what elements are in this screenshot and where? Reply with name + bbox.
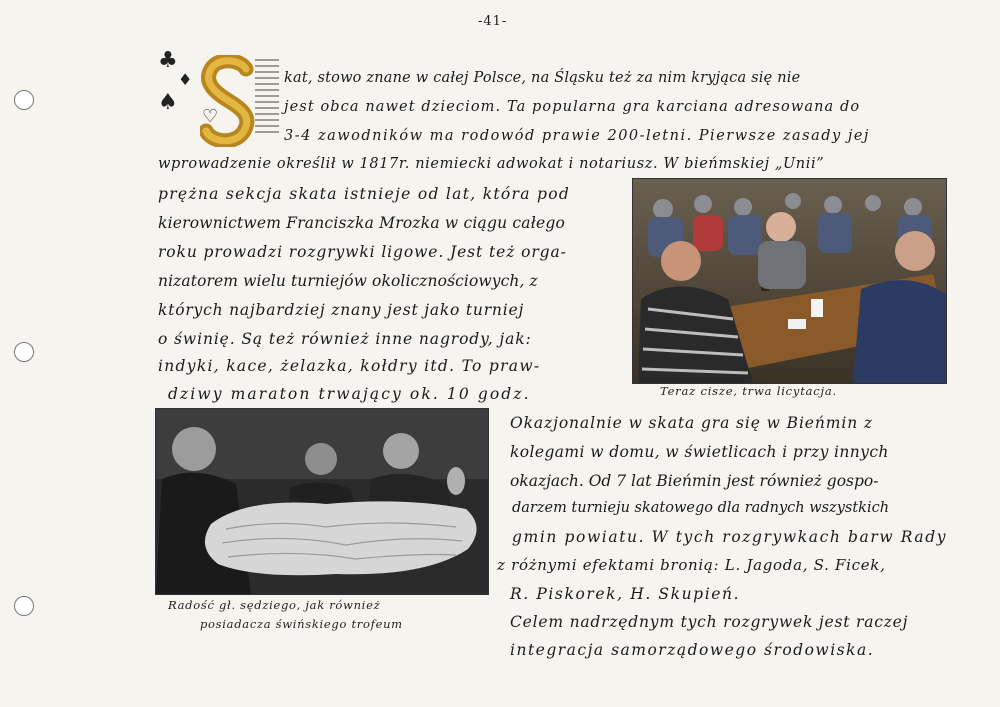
- text-line: nizatorem wielu turniejów okolicznościowych, z: [158, 272, 538, 290]
- text-line: darzem turnieju skatowego dla radnych wszystkich: [512, 500, 890, 516]
- photo2-caption-line2: posiadacza świńskiego trofeum: [200, 617, 403, 631]
- text-line: roku prowadzi rozgrywki ligowe. Jest też orga-: [158, 243, 567, 261]
- club-suit-icon: ♣: [158, 48, 178, 73]
- text-line: kat, stowo znane w całej Polsce, na Śląsku też za nim kryjąca się nie: [284, 70, 801, 86]
- photo-card-players: [632, 178, 947, 384]
- photo-pig-trophy: [155, 408, 489, 595]
- text-line: gmin powiatu. W tych rozgrywkach barw Rady: [512, 528, 948, 546]
- text-line: z różnymi efektami bronią: L. Jagoda, S. Ficek,: [497, 556, 886, 574]
- text-line: o świnię. Są też również inne nagrody, jak:: [158, 330, 532, 348]
- spade-suit-icon: ♠: [158, 90, 178, 115]
- text-line: 3-4 zawodników ma rodowód prawie 200-letni. Pierwsze zasady jej: [284, 128, 870, 144]
- text-line: prężna sekcja skata istnieje od lat, która pod: [158, 185, 571, 203]
- initial-stripes: [255, 58, 281, 134]
- decorative-initial-s-icon: [200, 55, 258, 147]
- text-line: Celem nadrzędnym tych rozgrywek jest raczej: [510, 613, 909, 631]
- text-line: jest obca nawet dzieciom. Ta popularna gra karciana adresowana do: [284, 99, 861, 115]
- text-line: R. Piskorek, H. Skupień.: [510, 585, 741, 603]
- text-line: kierownictwem Franciszka Mrozka w ciągu całego: [158, 214, 565, 232]
- page-number: -41-: [478, 14, 508, 29]
- photo2-caption-line1: Radość gł. sędziego, jak również: [168, 598, 381, 612]
- text-line: kolegami w domu, w świetlicach i przy innych: [510, 443, 889, 461]
- text-line: wprowadzenie określił w 1817r. niemiecki adwokat i notariusz. W bieńmskiej „Unii”: [158, 156, 825, 172]
- text-line: indyki, kace, żelazka, kołdry itd. To praw-: [158, 357, 541, 375]
- punch-hole-middle: [14, 342, 34, 362]
- diamond-suit-icon: ♦: [178, 70, 193, 89]
- photo1-caption: Teraz cisze, trwa licytacja.: [660, 384, 838, 398]
- text-line: dziwy maraton trwający ok. 10 godz.: [168, 385, 531, 403]
- heart-suit-icon: ♡: [202, 106, 219, 127]
- text-line: których najbardziej znany jest jako turniej: [158, 301, 525, 319]
- text-line: Okazjonalnie w skata gra się w Bieńmin z: [510, 414, 873, 432]
- punch-hole-top: [14, 90, 34, 110]
- punch-hole-bottom: [14, 596, 34, 616]
- text-line: okazjach. Od 7 lat Bieńmin jest również gospo-: [510, 472, 879, 490]
- text-line: integracja samorządowego środowiska.: [510, 641, 875, 659]
